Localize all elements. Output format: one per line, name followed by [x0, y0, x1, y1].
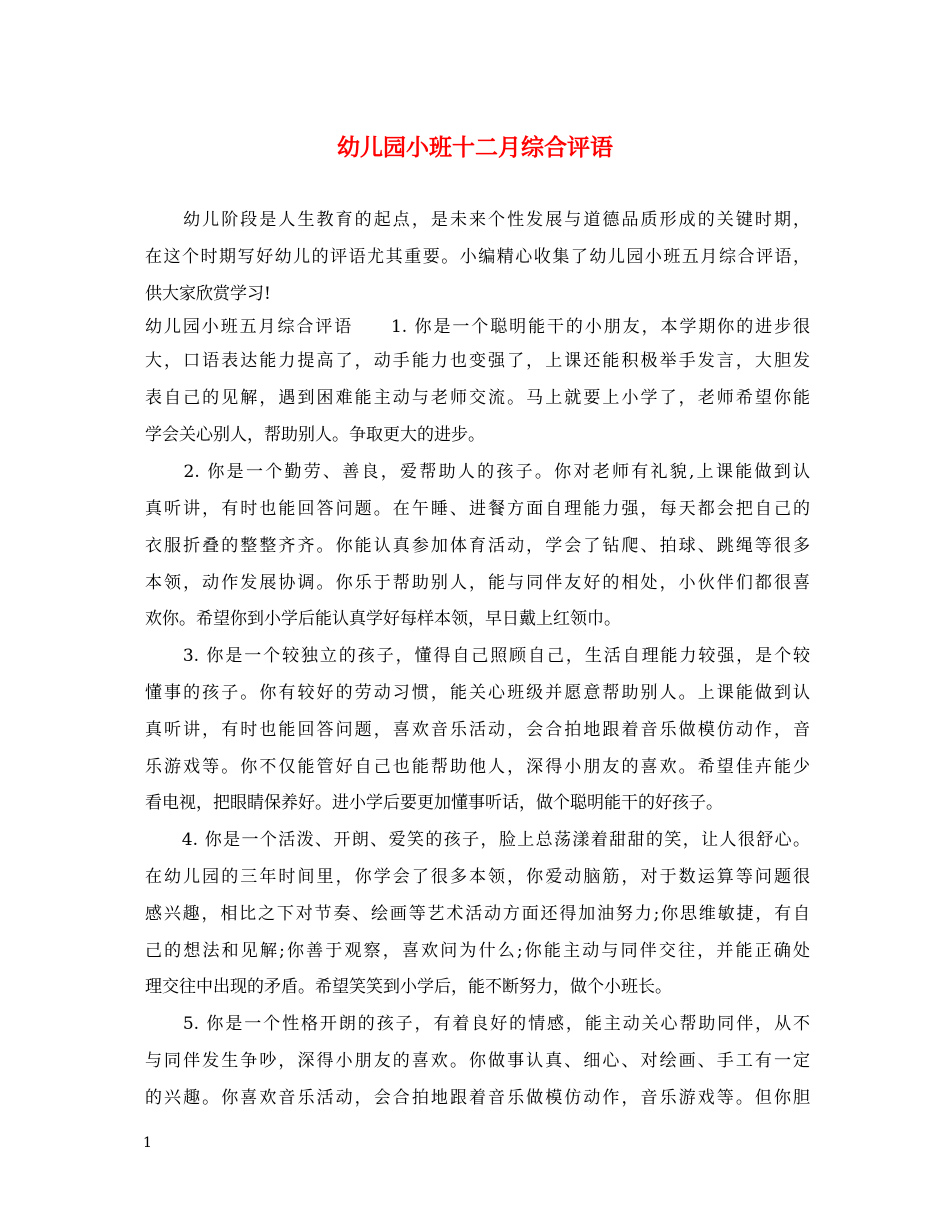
- body-line: 幼儿阶段是人生教育的起点，是未来个性发展与道德品质形成的关键时期，: [145, 210, 810, 230]
- body-line: 真听讲，有时也能回答问题，喜欢音乐活动，会合拍地跟着音乐做模仿动作，音: [145, 720, 810, 740]
- body-line: 4. 你是一个活泼、开朗、爱笑的孩子，脸上总荡漾着甜甜的笑，让人很舒心。: [145, 830, 810, 850]
- body-line: 欢你。希望你到小学后能认真学好每样本领，早日戴上红领巾。: [145, 609, 621, 629]
- body-line: 衣服折叠的整整齐齐。你能认真参加体育活动，学会了钻爬、拍球、跳绳等很多: [145, 536, 810, 556]
- body-line: 的兴趣。你喜欢音乐活动，会合拍地跟着音乐做模仿动作，音乐游戏等。但你胆: [145, 1088, 810, 1108]
- body-line: 懂事的孩子。你有较好的劳动习惯，能关心班级并愿意帮助别人。上课能做到认: [145, 683, 810, 703]
- body-line: 理交往中出现的矛盾。希望笑笑到小学后，能不断努力，做个小班长。: [145, 977, 672, 997]
- body-line: 2. 你是一个勤劳、善良，爱帮助人的孩子。你对老师有礼貌,上课能做到认: [145, 462, 810, 482]
- body-line: 5. 你是一个性格开朗的孩子，有着良好的情感，能主动关心帮助同伴，从不: [145, 1014, 810, 1034]
- body-line: 与同伴发生争吵，深得小朋友的喜欢。你做事认真、细心、对绘画、手工有一定: [145, 1051, 810, 1071]
- body-line: 己的想法和见解;你善于观察，喜欢问为什么;你能主动与同伴交往，并能正确处: [145, 941, 810, 961]
- body-line: 在幼儿园的三年时间里，你学会了很多本领，你爱动脑筋，对于数运算等问题很: [145, 867, 810, 887]
- document-title: 幼儿园小班十二月综合评语: [337, 134, 613, 161]
- page-number: 1: [143, 1135, 152, 1151]
- body-line: 大，口语表达能力提高了，动手能力也变强了，上课还能积极举手发言，大胆发: [145, 351, 810, 371]
- body-line: 乐游戏等。你不仅能管好自己也能帮助他人，深得小朋友的喜欢。希望佳卉能少: [145, 757, 810, 777]
- body-line: 看电视，把眼睛保养好。进小学后要更加懂事听话，做个聪明能干的好孩子。: [145, 793, 723, 813]
- body-line: 感兴趣，相比之下对节奏、绘画等艺术活动方面还得加油努力;你思维敏捷，有自: [145, 904, 810, 924]
- body-line: 供大家欣赏学习!: [145, 284, 271, 304]
- body-line: 表自己的见解，遇到困难能主动与老师交流。马上就要上小学了，老师希望你能: [145, 388, 810, 408]
- body-line: 幼儿园小班五月综合评语 1. 你是一个聪明能干的小朋友，本学期你的进步很: [145, 317, 810, 337]
- body-line: 学会关心别人，帮助别人。争取更大的进步。: [145, 425, 485, 445]
- body-line: 在这个时期写好幼儿的评语尤其重要。小编精心收集了幼儿园小班五月综合评语，: [145, 247, 810, 267]
- body-line: 真听讲，有时也能回答问题。在午睡、进餐方面自理能力强，每天都会把自己的: [145, 499, 810, 519]
- body-line: 3. 你是一个较独立的孩子，懂得自己照顾自己，生活自理能力较强，是个较: [145, 646, 810, 666]
- body-line: 本领，动作发展协调。你乐于帮助别人，能与同伴友好的相处，小伙伴们都很喜: [145, 573, 810, 593]
